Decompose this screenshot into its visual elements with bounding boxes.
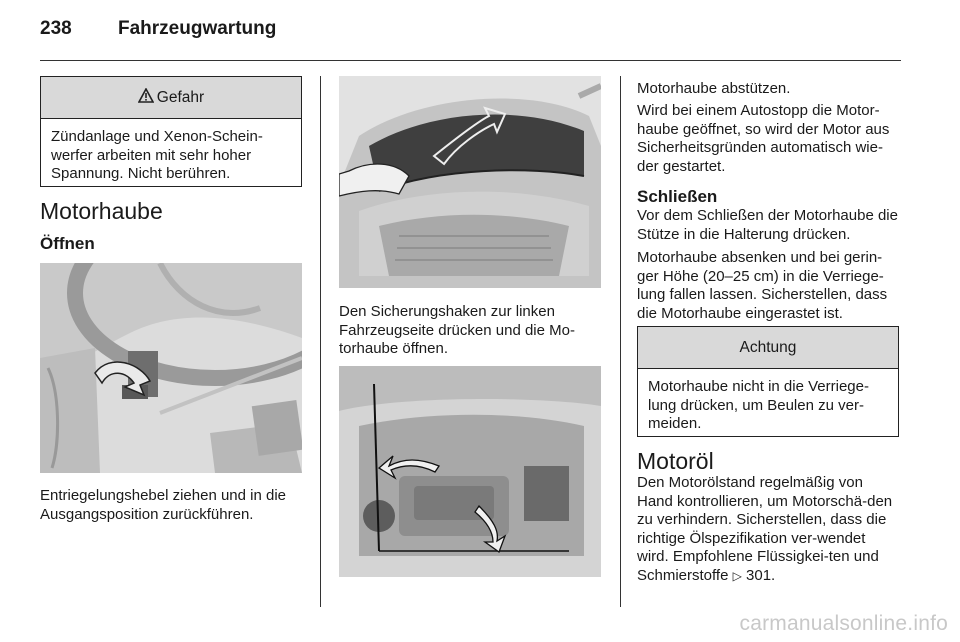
page-title: Fahrzeugwartung (118, 18, 277, 39)
header-divider (40, 60, 901, 61)
page-header (40, 18, 920, 58)
section-heading-motoroel: Motoröl (637, 448, 714, 474)
page-number: 238 (40, 18, 72, 39)
warning-text: Zündanlage und Xenon-Schein-werfer arbeiten mit sehr hoher Spannung. Nicht berühren. (51, 128, 263, 182)
warning-box (40, 76, 302, 187)
caution-text: Motorhaube nicht in die Verriege-lung drücken, um Beulen zu ver-meiden. (648, 378, 869, 432)
hood-lift-illustration (339, 76, 601, 288)
section-heading-motorhaube: Motorhaube (40, 198, 163, 224)
engine-bay-illustration (339, 366, 601, 577)
para-absenken: Motorhaube absenken und bei gerin-ger Höhe (20–25 cm) in die Verriege-lung fallen lassen. Sicherstellen, dass die Motorhaube eingerastet ist. (637, 249, 888, 322)
warning-title: Gefahr (156, 88, 205, 106)
caption-safety-hook: Den Sicherungshaken zur linken Fahrzeugseite drücken und die Mo-torhaube öffnen. (339, 303, 575, 357)
subheading-oeffnen: Öffnen (40, 234, 95, 253)
warning-triangle-icon (138, 88, 154, 108)
para-motorhaube-abstuetzen: Motorhaube abstützen. (637, 80, 791, 97)
warning-box-header (41, 77, 301, 119)
para-motoroelstand (637, 474, 901, 585)
para-autostopp: Wird bei einem Autostopp die Motor-haube geöffnet, so wird der Motor aus Sicherheitsgründen automatisch wie-der gestartet. (637, 102, 890, 175)
caution-box (637, 326, 899, 437)
caption-release-lever: Entriegelungshebel ziehen und in die Ausgangsposition zurückführen. (40, 487, 287, 523)
column-divider-1 (320, 76, 321, 607)
para-stuetze: Vor dem Schließen der Motorhaube die Stütze in die Halterung drücken. (637, 207, 898, 243)
caution-box-header (638, 327, 898, 369)
watermark: carmanualsonline.info (739, 612, 948, 635)
release-lever-illustration (40, 263, 302, 473)
caution-title: Achtung (739, 338, 797, 356)
page-reference-icon: ▷ (732, 568, 742, 583)
column-divider-2 (620, 76, 621, 607)
page-reference-link[interactable]: 301. (746, 566, 776, 584)
para-motoroelstand-text: Den Motorölstand regelmäßig von Hand kontrollieren, um Motorschä-den zu verhindern. Sicherstellen, dass die richtige Ölspezifikation ver-wendet wird. Empfohlene Flüssigkei-ten und Schmierstoffe (637, 474, 893, 584)
subheading-schliessen: Schließen (637, 187, 718, 206)
